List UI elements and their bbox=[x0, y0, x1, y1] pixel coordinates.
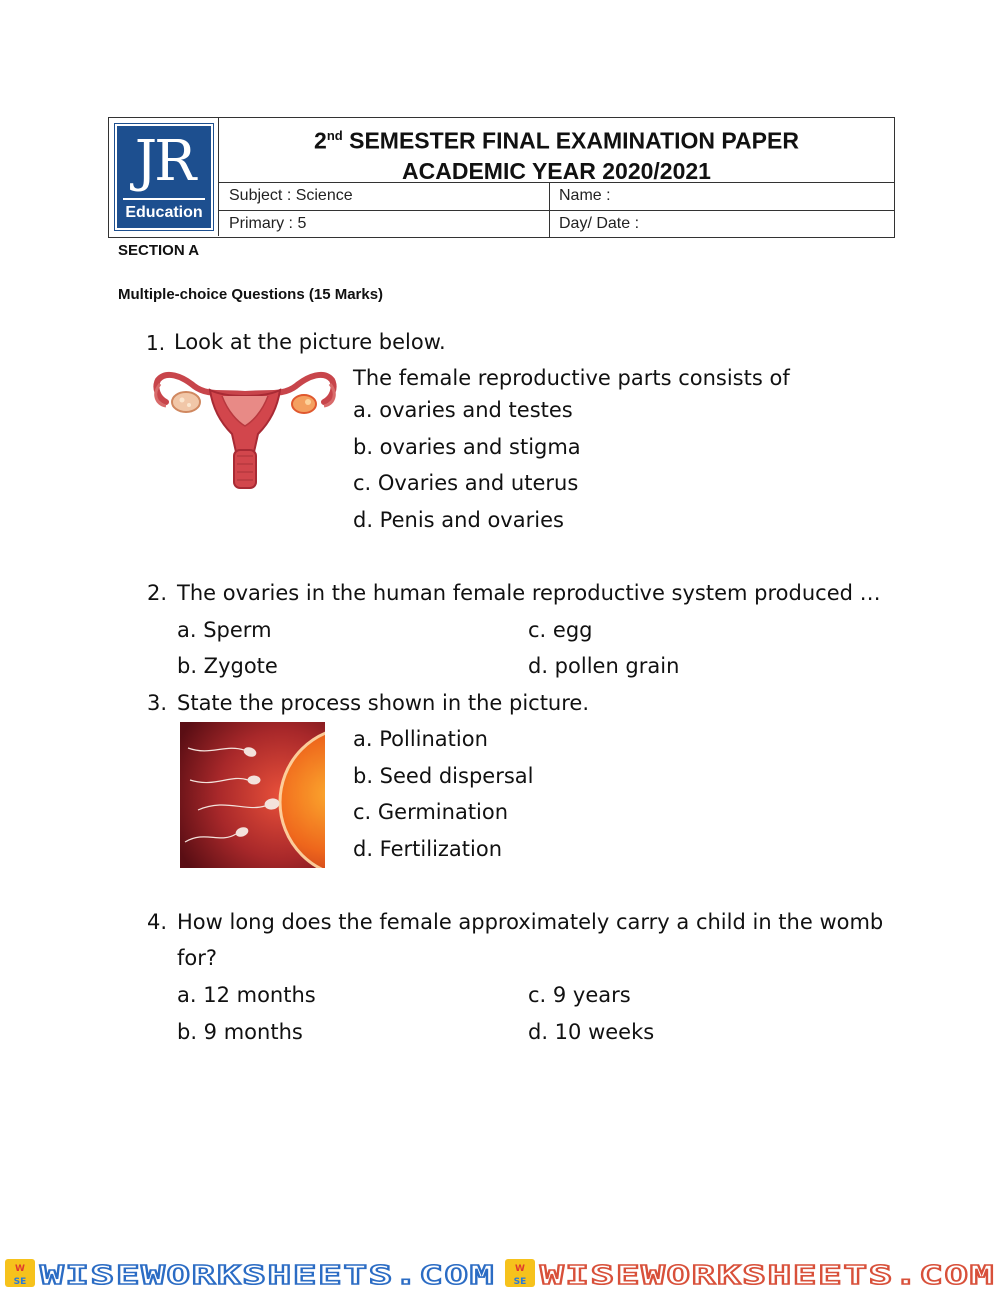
q3-option-d: d. Fertilization bbox=[353, 837, 503, 861]
footer-badge-top: W bbox=[15, 1264, 25, 1274]
q4-option-b: b. 9 months bbox=[177, 1020, 303, 1044]
q1-number: 1. bbox=[146, 331, 166, 355]
q2-text: The ovaries in the human female reproductive system produced … bbox=[177, 581, 881, 605]
exam-title-line1 bbox=[219, 121, 894, 156]
q3-option-a: a. Pollination bbox=[353, 727, 488, 751]
title-superscript: nd bbox=[326, 128, 343, 143]
q2-option-a: a. Sperm bbox=[177, 618, 272, 642]
q3-option-c: c. Germination bbox=[353, 800, 509, 824]
q4-option-c: c. 9 years bbox=[528, 983, 631, 1007]
exam-title-line2: ACADEMIC YEAR 2020/2021 bbox=[402, 157, 711, 184]
q3-number: 3. bbox=[147, 691, 168, 715]
q3-text: State the process shown in the picture. bbox=[177, 691, 590, 715]
q1-option-a: a. ovaries and testes bbox=[353, 398, 573, 422]
footer-brand-text: WISEWORKSHEETS.COM bbox=[540, 1261, 995, 1291]
q2-option-c: c. egg bbox=[528, 618, 593, 642]
q2-option-d: d. pollen grain bbox=[528, 654, 680, 678]
title-text: SEMESTER FINAL EXAMINATION PAPER bbox=[342, 127, 799, 154]
footer-brand-right bbox=[505, 1259, 995, 1291]
subject-field: Subject : Science bbox=[219, 183, 550, 210]
primary-field: Primary : 5 bbox=[219, 211, 550, 238]
footer-badge-top: W bbox=[515, 1264, 525, 1274]
q2-number: 2. bbox=[147, 581, 168, 605]
footer-badge-bottom: SE bbox=[513, 1277, 527, 1287]
q4-text: How long does the female approximately carry a child in the womb bbox=[177, 910, 884, 934]
q2-option-b: b. Zygote bbox=[177, 654, 278, 678]
q1-option-b: b. ovaries and stigma bbox=[353, 435, 581, 459]
q1-prompt: The female reproductive parts consists of bbox=[353, 366, 790, 390]
q1-option-d: d. Penis and ovaries bbox=[353, 508, 564, 532]
logo-divider bbox=[123, 198, 205, 200]
logo-word: Education bbox=[125, 204, 203, 221]
header-row-1 bbox=[219, 183, 894, 211]
section-heading: SECTION A bbox=[118, 242, 200, 259]
footer-badge-bottom: SE bbox=[13, 1277, 27, 1287]
exam-title bbox=[219, 118, 894, 183]
footer-brand-left bbox=[5, 1259, 495, 1291]
fertilization-illustration bbox=[180, 722, 325, 868]
title-number: 2 bbox=[314, 127, 327, 154]
uterus-illustration bbox=[152, 364, 338, 494]
exam-header bbox=[108, 117, 895, 238]
jr-education-logo bbox=[115, 124, 213, 230]
q4-text-continued: for? bbox=[177, 946, 218, 970]
name-field: Name : bbox=[559, 187, 611, 204]
logo-cell bbox=[109, 118, 219, 236]
q1-option-c: c. Ovaries and uterus bbox=[353, 471, 579, 495]
wiseworksheets-footer bbox=[0, 1256, 1000, 1291]
header-row-2 bbox=[219, 211, 894, 238]
q4-option-a: a. 12 months bbox=[177, 983, 316, 1007]
logo-letters: JR bbox=[134, 129, 194, 194]
q4-number: 4. bbox=[147, 910, 168, 934]
mcq-heading: Multiple-choice Questions (15 Marks) bbox=[118, 286, 384, 303]
footer-brand-text: WISEWORKSHEETS.COM bbox=[40, 1261, 496, 1291]
q4-option-d: d. 10 weeks bbox=[528, 1020, 655, 1044]
q1-text: Look at the picture below. bbox=[174, 330, 446, 354]
q3-option-b: b. Seed dispersal bbox=[353, 764, 534, 788]
date-field: Day/ Date : bbox=[559, 215, 640, 232]
